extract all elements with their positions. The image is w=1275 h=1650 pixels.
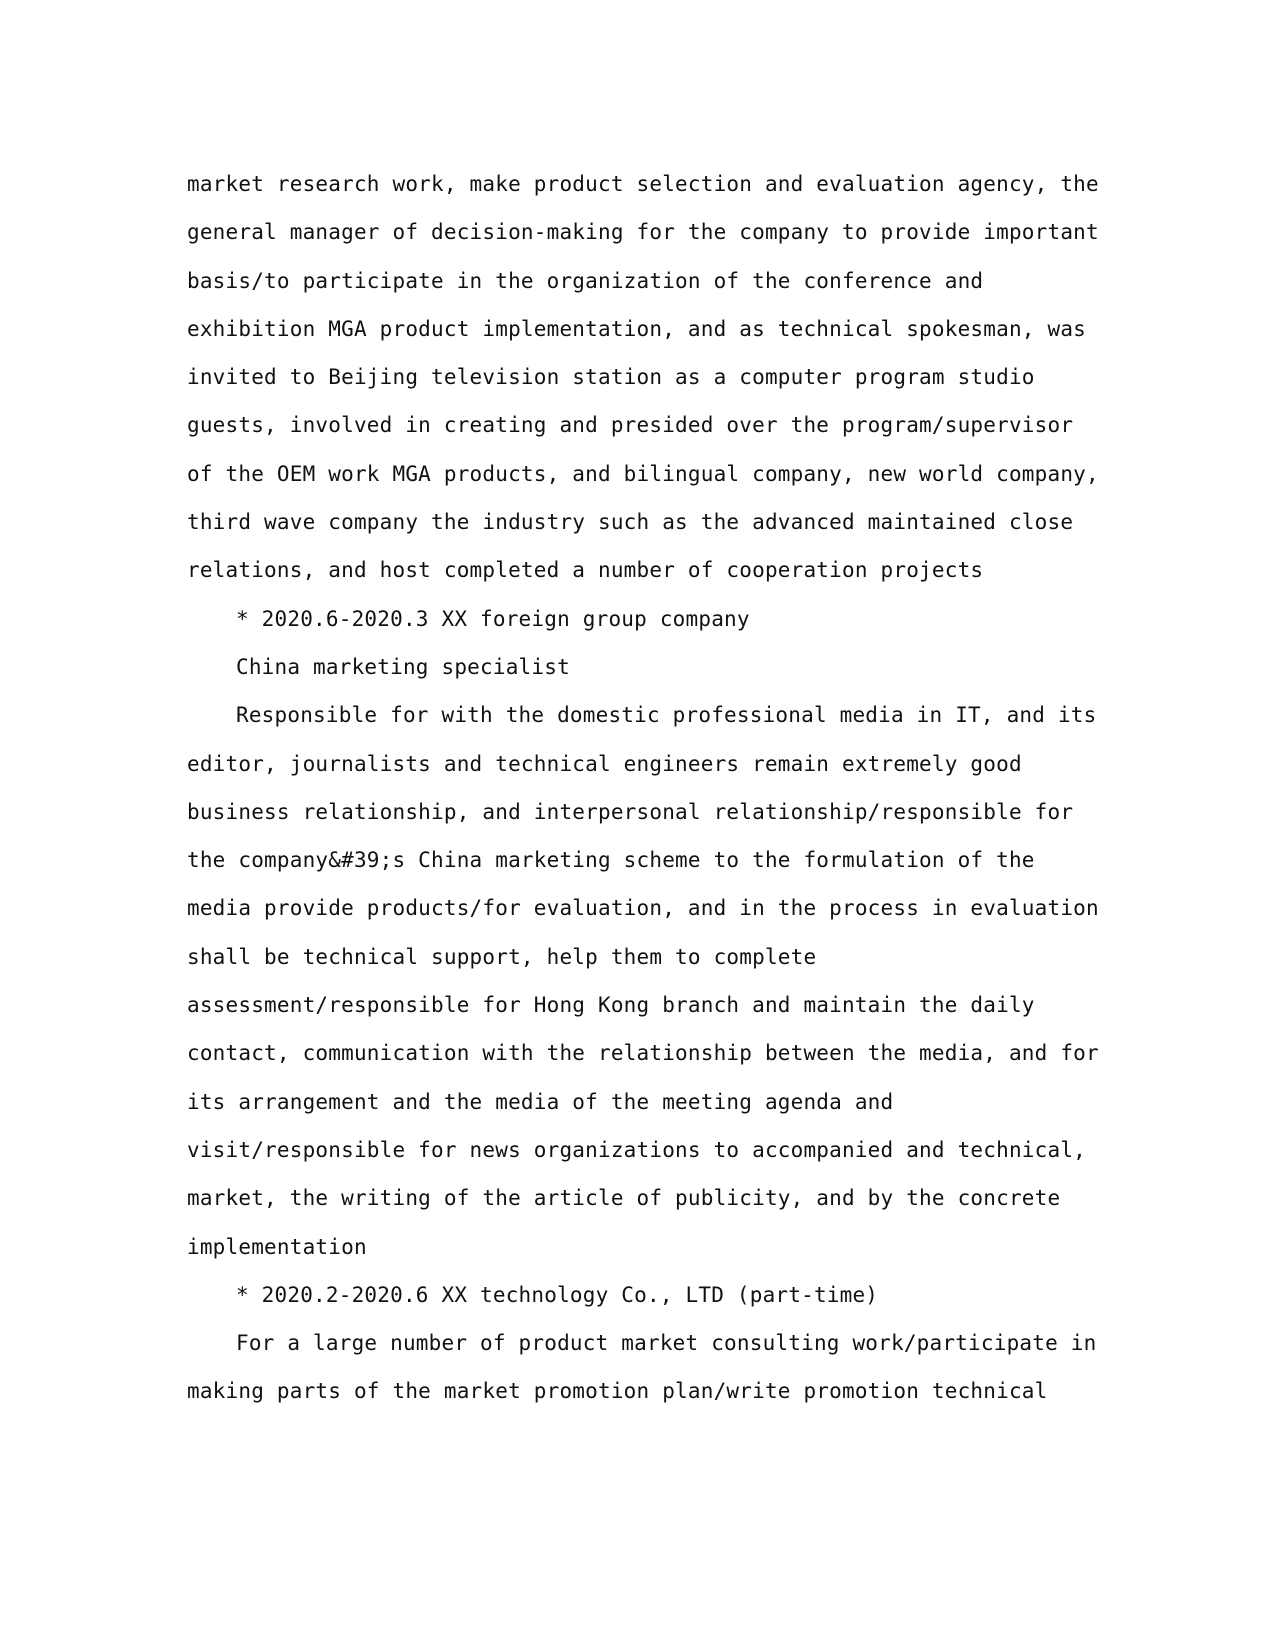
text-line: market research work, make product selection and evaluation agency, the: [187, 172, 1099, 196]
text-line: guests, involved in creating and presided over the program/supervisor: [187, 413, 1074, 438]
text-line: its arrangement and the media of the meeting agenda and: [187, 1089, 894, 1114]
text-line: editor, journalists and technical engineers remain extremely good: [187, 751, 1022, 776]
text-line: implementation: [187, 1234, 367, 1259]
text-line: For a large number of product market consulting work/participate in: [236, 1331, 1097, 1356]
job-entry-heading: * 2020.6-2020.3 XX foreign group company: [236, 606, 750, 631]
text-line: contact, communication with the relationship between the media, and for: [187, 1041, 1099, 1066]
text-line: making parts of the market promotion plan/write promotion technical: [187, 1379, 1048, 1404]
text-line: exhibition MGA product implementation, and as technical spokesman, was: [187, 316, 1087, 341]
document-body: [187, 160, 1099, 1416]
text-line: third wave company the industry such as the advanced maintained close: [187, 510, 1074, 535]
text-line: media provide products/for evaluation, and in the process in evaluation: [187, 896, 1099, 921]
text-line: invited to Beijing television station as a computer program studio: [187, 365, 1035, 390]
text-line: the company&#39;s China marketing scheme to the formulation of the: [187, 848, 1035, 873]
text-line: business relationship, and interpersonal relationship/responsible for: [187, 799, 1074, 824]
job-title: China marketing specialist: [236, 654, 570, 679]
text-line: basis/to participate in the organization of the conference and: [187, 268, 984, 293]
text-line: relations, and host completed a number of cooperation projects: [187, 558, 984, 583]
text-line: of the OEM work MGA products, and bilingual company, new world company,: [187, 461, 1099, 486]
job-entry-heading: * 2020.2-2020.6 XX technology Co., LTD (part-time): [236, 1282, 879, 1307]
text-line: assessment/responsible for Hong Kong branch and maintain the daily: [187, 993, 1035, 1018]
text-line: market, the writing of the article of publicity, and by the concrete: [187, 1186, 1061, 1211]
text-line: general manager of decision-making for the company to provide important: [187, 220, 1099, 245]
text-line: Responsible for with the domestic professional media in IT, and its: [236, 703, 1097, 728]
text-line: shall be technical support, help them to complete: [187, 944, 817, 969]
text-line: visit/responsible for news organizations to accompanied and technical,: [187, 1137, 1087, 1162]
